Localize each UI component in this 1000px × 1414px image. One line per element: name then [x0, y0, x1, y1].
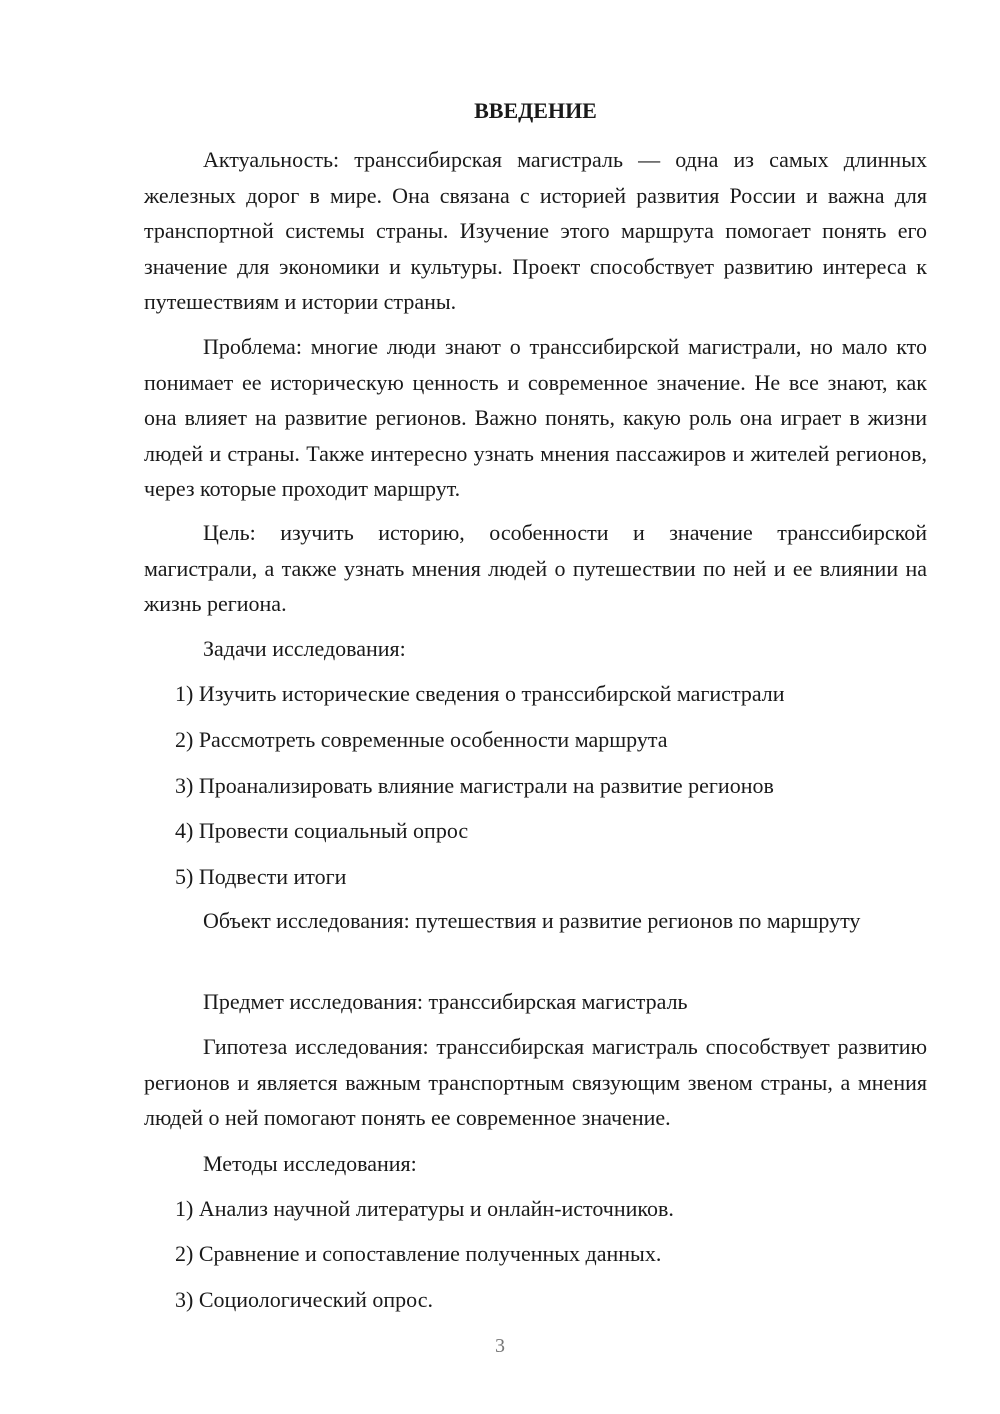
- method-item: 3) Социологический опрос.: [175, 1287, 433, 1312]
- subject-paragraph: Предмет исследования: транссибирская магистраль: [203, 989, 688, 1014]
- method-item: 1) Анализ научной литературы и онлайн-источников.: [175, 1196, 674, 1221]
- relevance-paragraph: Актуальность: транссибирская магистраль — одна из самых длинных железных дорог в мире. Она связана с историей развития России и важна для транспортной системы страны. Изучение этого маршрута помогает понять его значение для экономики и культуры. Проект способствует развитию интереса к путешествиям и истории страны.: [144, 147, 927, 314]
- task-item: 3) Проанализировать влияние магистрали на развитие регионов: [175, 773, 774, 798]
- page-title: ВВЕДЕНИЕ: [474, 98, 597, 123]
- hypothesis-paragraph: Гипотеза исследования: транссибирская магистраль способствует развитию регионов и является важным транспортным связующим звеном страны, а мнения людей о ней помогают понять ее современное значение.: [144, 1034, 927, 1130]
- page-number: 3: [495, 1335, 505, 1357]
- task-item: 5) Подвести итоги: [175, 864, 347, 889]
- method-item: 2) Сравнение и сопоставление полученных данных.: [175, 1241, 662, 1266]
- tasks-heading: Задачи исследования:: [203, 636, 406, 661]
- object-paragraph: Объект исследования: путешествия и развитие регионов по маршруту: [203, 908, 861, 933]
- task-item: 1) Изучить исторические сведения о транссибирской магистрали: [175, 681, 785, 706]
- task-item: 4) Провести социальный опрос: [175, 818, 469, 843]
- task-item: 2) Рассмотреть современные особенности маршрута: [175, 727, 668, 752]
- methods-heading: Методы исследования:: [203, 1151, 417, 1176]
- problem-paragraph: Проблема: многие люди знают о транссибирской магистрали, но мало кто понимает ее историческую ценность и современное значение. Не все знают, как она влияет на развитие регионов. Важно понять, какую роль она играет в жизни людей и страны. Также интересно узнать мнения пассажиров и жителей регионов, через которые проходит маршрут.: [144, 334, 927, 501]
- goal-paragraph: Цель: изучить историю, особенности и значение транссибирской магистрали, а также узнать мнения людей о путешествии по ней и ее влиянии на жизнь региона.: [144, 520, 927, 616]
